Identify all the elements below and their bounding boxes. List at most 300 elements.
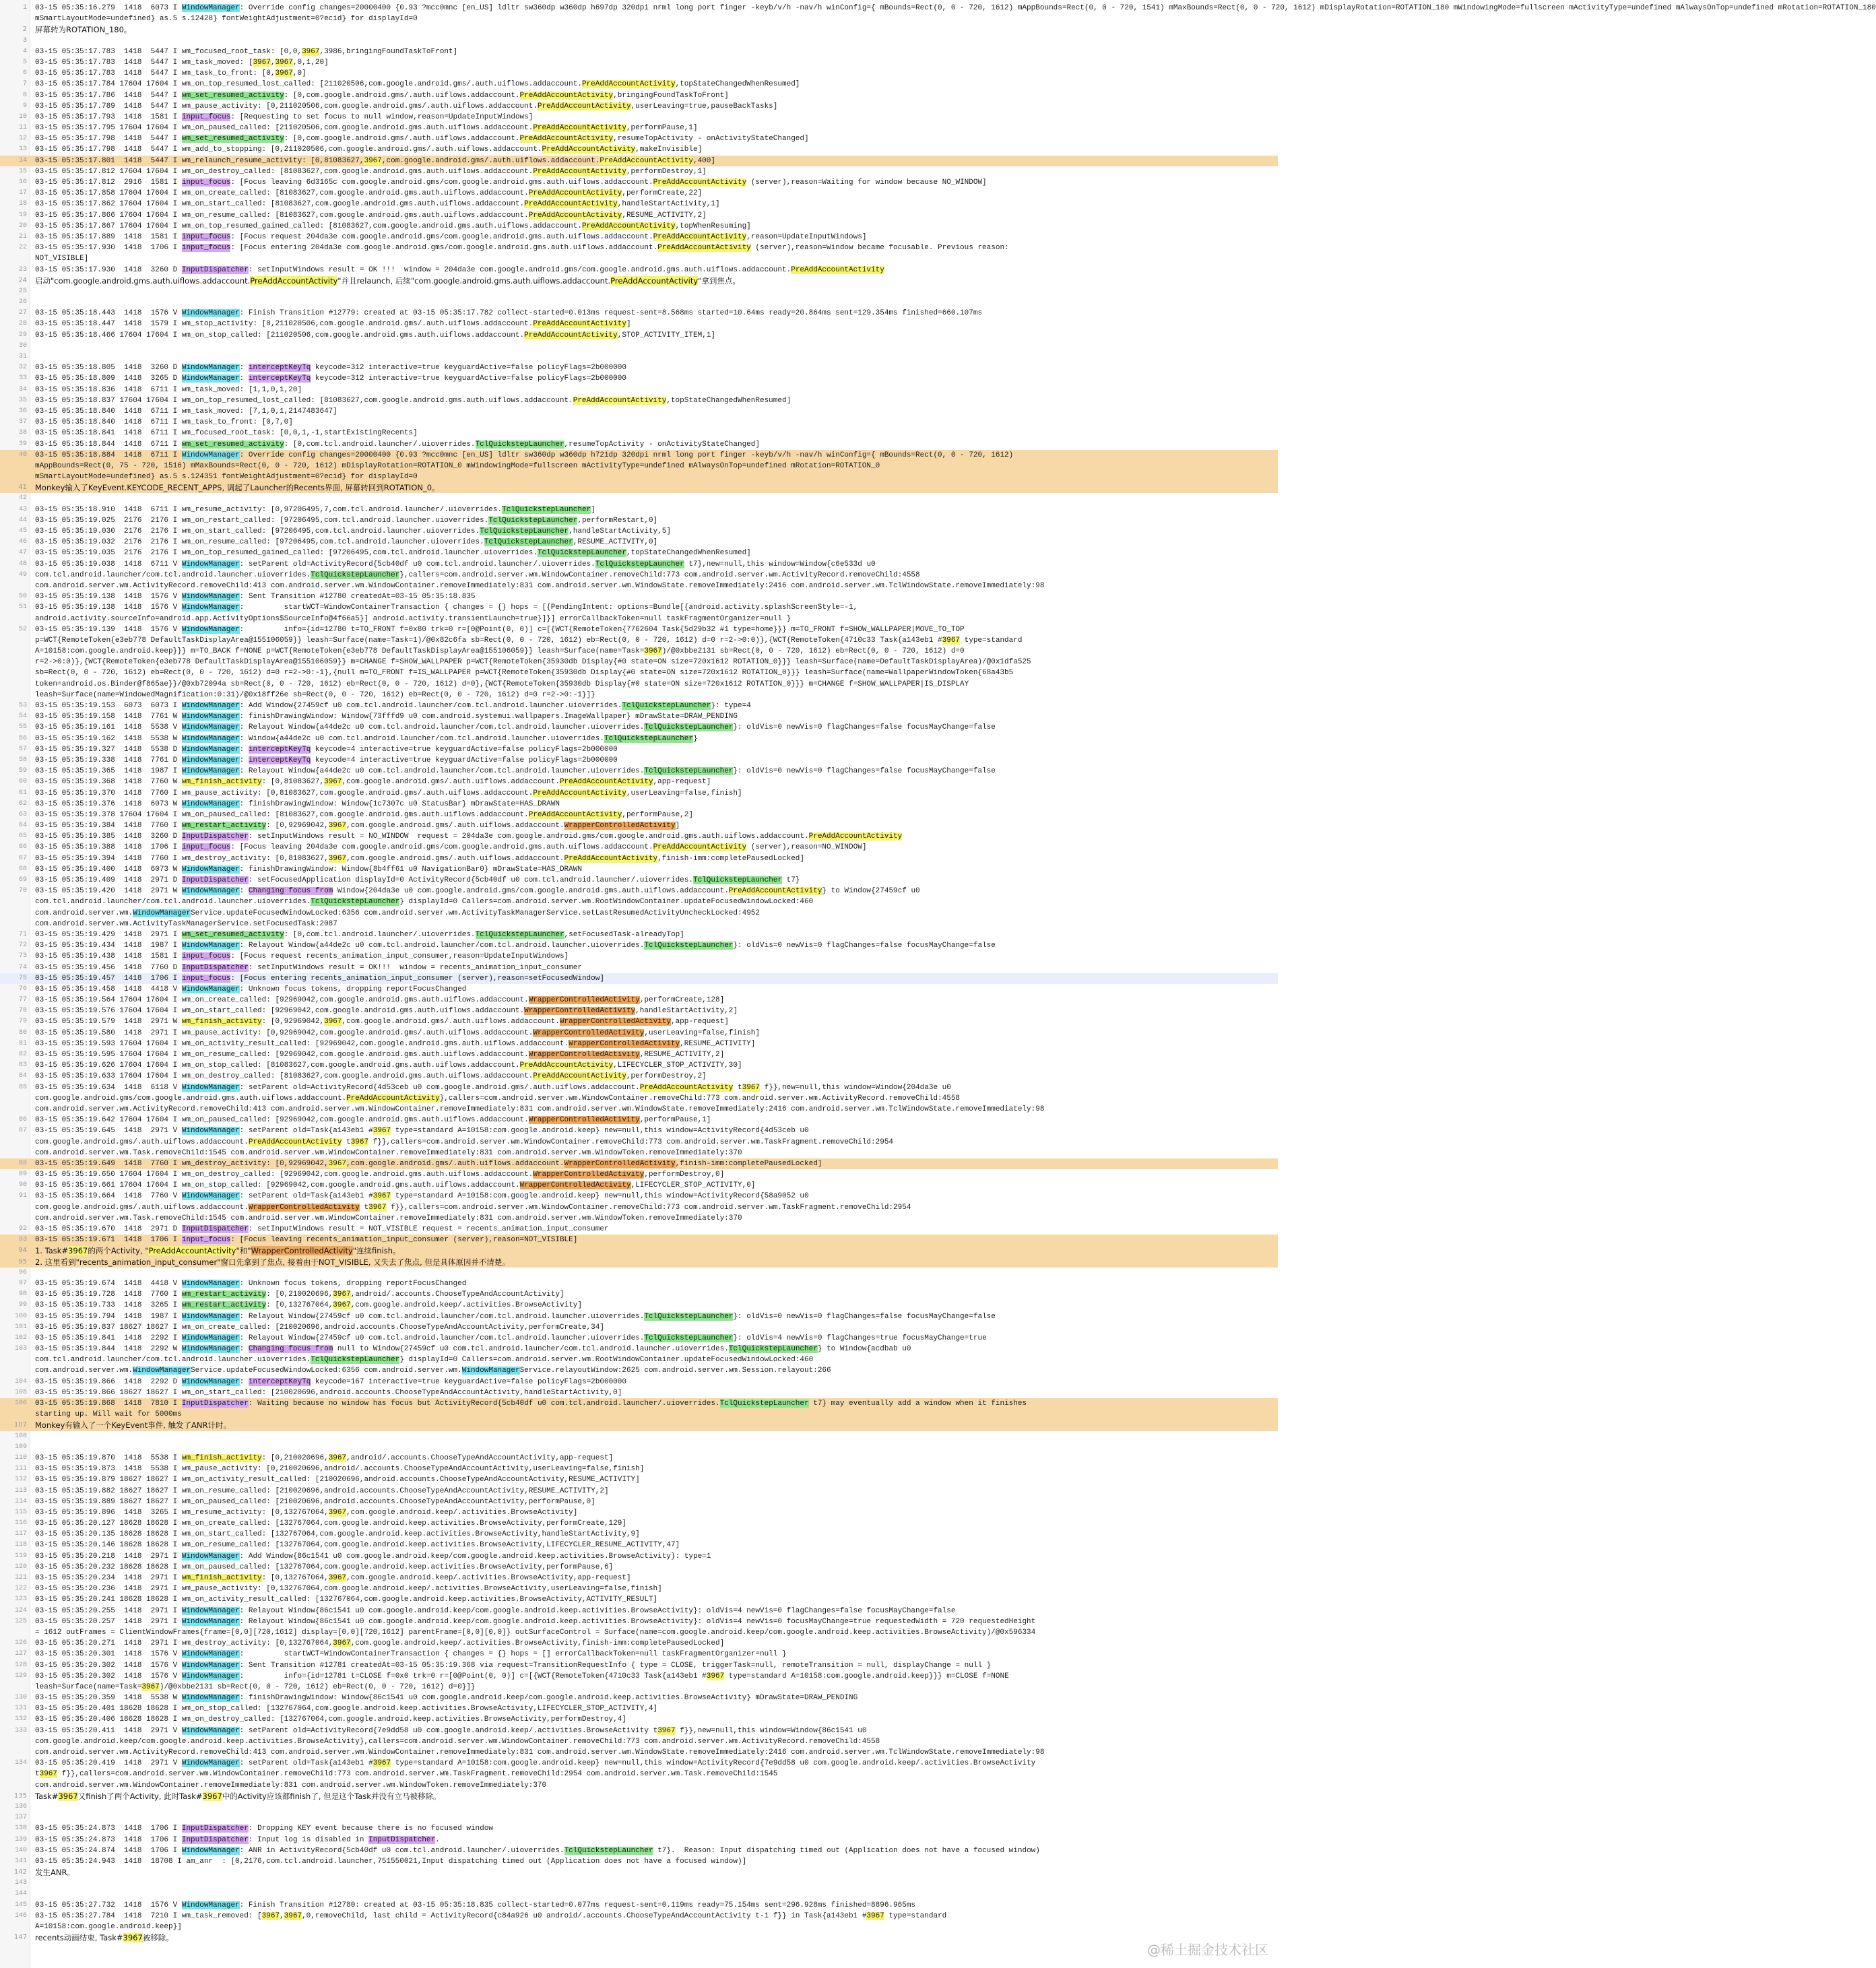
line-text: 03-15 05:35:19.882 18627 18627 I wm_on_resume_called: [210020696,android.accounts.ChooseTypeAndAccountActivity,RESUME_ACTIVITY,2] bbox=[35, 1486, 609, 1495]
highlight-green: wm_set_resumed_activity bbox=[181, 930, 284, 939]
line-text: 03-15 05:35:19.139 1418 1576 V WindowManager: info={id=12780 t=TO_FRONT f=0x80 trk=0 r=[0@Point(0, 0)] c=[{WCT{RemoteToken{7762604 Task{5d29b32 #1 type=home}}} m=TO_FRONT f=SHOW_WALLPAPER|MOVE_TO_TOP bbox=[35, 625, 965, 634]
log-line bbox=[0, 733, 1278, 744]
highlight-yellow: PreAddAccountActivity bbox=[653, 178, 747, 187]
highlight-cyan: WindowManager bbox=[181, 625, 240, 634]
log-line bbox=[0, 908, 1278, 919]
line-text: com.android.server.wm.Task.removeChild:1545 com.android.server.wm.WindowContainer.removeImmediately:831 com.android.server.wm.WindowToken.removeImmediately:370 bbox=[35, 1214, 742, 1222]
watermark: @稀土掘金技术社区 bbox=[1147, 1942, 1268, 1958]
highlight-green: wm_set_resumed_activity bbox=[181, 91, 284, 100]
highlight-yellow: 3967 bbox=[261, 1911, 280, 1920]
log-line bbox=[0, 101, 1278, 112]
log-line bbox=[0, 722, 1278, 733]
highlight-yellow: 3967 bbox=[333, 1290, 351, 1299]
line-text: 03-15 05:35:19.733 1418 3265 I wm_restart_activity: [0,132767064,3967,com.google.android.keep/.activities.BrowseActivity] bbox=[35, 1301, 582, 1310]
highlight-cyan: WindowManager bbox=[133, 909, 191, 917]
log-line bbox=[0, 352, 1278, 362]
line-number: 22 bbox=[18, 244, 27, 252]
line-number: 40 bbox=[18, 451, 27, 459]
highlight-yellow: PreAddAccountActivity bbox=[533, 320, 626, 329]
line-text: 03-15 05:35:18.841 1418 6711 I wm_focused_root_task: [0,0,1,-1,startExistingRecents] bbox=[35, 429, 418, 438]
line-text: 03-15 05:35:20.255 1418 2971 I WindowManager: Relayout Window{86c1541 u0 com.google.android.keep/com.google.android.keep.activities.BrowseActivity}: oldVis=4 newVis=0 flagChanges=false focusMayChange=false bbox=[35, 1606, 956, 1615]
line-text: 03-15 05:35:19.385 1418 3260 D InputDispatcher: setInputWindows result = NO_WINDOW request = 204da3e com.google.android.gms/com.google.android.gms.auth.uiflows.addaccount.PreAddAccountActivity bbox=[35, 832, 903, 841]
line-text: 03-15 05:35:17.930 1418 3260 D InputDispatcher: setInputWindows result = OK !!! window = 204da3e com.google.android.gms/com.google.android.gms.auth.uiflows.addaccount.PreAddAccountActivity bbox=[35, 265, 884, 274]
line-text: 03-15 05:35:20.302 1418 1576 V WindowManager: info={id=12781 t=CLOSE f=0x0 trk=0 r=[0@Point(0, 0)] c=[{WCT{RemoteToken{4710c33 Task{a143eb1 #3967 type=standard A=10158:com.google.android.keep}}} m=CLOSE f=NONE bbox=[35, 1672, 1009, 1680]
highlight-yellow: PreAddAccountActivity bbox=[533, 167, 626, 176]
line-number: 35 bbox=[18, 396, 27, 404]
line-text: 03-15 05:35:19.434 1418 1987 I WindowManager: Relayout Window{a44de2c u0 com.tcl.android.launcher/com.tcl.android.launcher.uioverrides.TclQuickstepLauncher}: oldVis=0 newVis=0 flagChanges=false focusMayChange=false bbox=[35, 942, 996, 950]
log-line bbox=[0, 330, 1278, 341]
log-line bbox=[0, 1322, 1278, 1333]
line-number: 74 bbox=[18, 963, 27, 971]
line-number: 145 bbox=[14, 1901, 27, 1909]
annotation-line bbox=[0, 1867, 1278, 1878]
highlight-yellow: PreAddAccountActivity bbox=[559, 778, 653, 787]
log-line bbox=[0, 864, 1278, 875]
line-text: com.google.android.gms/.auth.uiflows.addaccount.WrapperControlledActivity t3967 f}},callers=com.android.server.wm.WindowContainer.removeChild:773 com.android.server.wm.TaskFragment.removeChild:2954 bbox=[35, 1203, 911, 1212]
log-line bbox=[0, 896, 1278, 907]
highlight-yellow: 3967 bbox=[302, 47, 320, 56]
highlight-yellow: 3967 bbox=[275, 58, 293, 67]
line-text: 03-15 05:35:18.836 1418 6711 I wm_task_moved: [1,1,0,1,20] bbox=[35, 385, 302, 394]
log-line bbox=[0, 1071, 1278, 1082]
line-number: 66 bbox=[18, 843, 27, 851]
highlight-orange: WrapperControlledActivity bbox=[569, 1039, 680, 1048]
log-line bbox=[0, 428, 1278, 438]
highlight-yellow: 3967 bbox=[373, 1127, 391, 1136]
line-number: 127 bbox=[14, 1650, 27, 1658]
highlight-cyan: WindowManager bbox=[181, 593, 240, 601]
highlight-orange: WrapperControlledActivity bbox=[564, 1159, 676, 1168]
line-text: starting up. Will wait for 5000ms bbox=[35, 1410, 182, 1419]
highlight-yellow: PreAddAccountActivity bbox=[573, 396, 667, 405]
log-line bbox=[0, 984, 1278, 995]
line-text: 03-15 05:35:19.794 1418 1987 I WindowManager: Relayout Window{27459cf u0 com.tcl.android.launcher/com.tcl.android.launcher.uioverrides.TclQuickstepLauncher}: oldVis=0 newVis=0 flagChanges=false focusMayChange=false bbox=[35, 1312, 996, 1321]
line-number: 75 bbox=[18, 974, 27, 982]
highlight-yellow: PreAddAccountActivity bbox=[528, 189, 622, 198]
line-number: 56 bbox=[18, 734, 27, 742]
log-line bbox=[0, 79, 1278, 90]
line-text: 03-15 05:35:17.789 1418 5447 I wm_pause_activity: [0,211020506,com.google.android.gms/.auth.uiflows.addaccount.PreAddAccountActivity,userLeaving=true,pauseBackTasks] bbox=[35, 102, 778, 110]
line-number: 120 bbox=[14, 1563, 27, 1571]
log-line bbox=[0, 1726, 1278, 1736]
line-text: 03-15 05:35:17.862 17604 17604 I wm_on_start_called: [81083627,com.google.android.gms.auth.uiflows.addaccount.PreAddAccountActivity,handleStartActivity,1] bbox=[35, 200, 720, 209]
highlight-cyan: WindowManager bbox=[181, 756, 240, 764]
line-text: 03-15 05:35:19.409 1418 2971 D InputDispatcher: setFocusedApplication displayId=0 ActivityRecord{5cb40df u0 com.tcl.android.launcher/.uioverrides.TclQuickstepLauncher t7} bbox=[35, 876, 800, 884]
highlight-cyan: WindowManager bbox=[181, 1127, 240, 1136]
log-line bbox=[0, 1202, 1278, 1213]
log-line bbox=[0, 548, 1278, 558]
highlight-green: TclQuickstepLauncher bbox=[484, 538, 573, 547]
line-text: 启动"com.google.android.gms.auth.uiflows.addaccount.PreAddAccountActivity"并且relaunch, 后续"com.google.android.gms.auth.uiflows.addaccount.PreAddAccountActivity"拿到焦点。 bbox=[35, 275, 740, 286]
highlight-yellow: 3967 bbox=[657, 1726, 676, 1735]
highlight-yellow: 3967 bbox=[328, 854, 347, 863]
line-text: 03-15 05:35:19.153 6073 6073 I WindowManager: Add Window{27459cf u0 com.tcl.android.launcher/com.tcl.android.launcher.uioverrides.TclQuickstepLauncher}: type=4 bbox=[35, 702, 751, 710]
line-number: 115 bbox=[14, 1508, 27, 1516]
line-text: 03-15 05:35:17.783 1418 5447 I wm_task_to_front: [0,3967,0] bbox=[35, 69, 306, 78]
line-number: 49 bbox=[18, 570, 27, 579]
line-text: 03-15 05:35:19.841 1418 2292 I WindowManager: Relayout Window{27459cf u0 com.tcl.android.launcher/com.tcl.android.launcher.uioverrides.TclQuickstepLauncher}: oldVis=4 newVis=0 flagChanges=true focusMayChange=true bbox=[35, 1334, 987, 1342]
log-line bbox=[0, 3, 1876, 13]
line-text: mSmartLayoutMode=undefined} as.5 s.124351 fontWeightAdjustment=0?ecid} for displayId=0 bbox=[35, 473, 418, 482]
line-text: recents动画结束, Task#3967被移除。 bbox=[35, 1933, 174, 1943]
log-line bbox=[0, 1562, 1278, 1573]
log-line bbox=[0, 559, 1278, 570]
highlight-purple: input_focus bbox=[181, 244, 231, 253]
line-text: 03-15 05:35:19.866 18627 18627 I wm_on_start_called: [210020696,android.accounts.ChooseTypeAndAccountActivity,handleStartActivity,0] bbox=[35, 1388, 622, 1397]
log-line bbox=[0, 1911, 1278, 1922]
line-text: 03-15 05:35:17.889 1418 1581 I input_focus: [Focus request 204da3e com.google.android.gms/com.google.android.gms.auth.uiflows.addaccount.PreAddAccountActivity,reason=UpdateInputWindows] bbox=[35, 232, 867, 241]
highlight-yellow: PreAddAccountActivity bbox=[791, 265, 884, 274]
annotation-line bbox=[0, 1791, 1278, 1802]
log-line bbox=[0, 1180, 1278, 1191]
log-line bbox=[0, 667, 1278, 678]
line-number: 33 bbox=[18, 374, 27, 383]
line-number: 141 bbox=[14, 1857, 27, 1865]
line-text: 03-15 05:35:19.370 1418 7760 I wm_pause_activity: [0,81083627,com.google.android.gms/.auth.uiflows.addaccount.PreAddAccountActivity,userLeaving=false,finish] bbox=[35, 789, 742, 797]
line-text: 03-15 05:35:19.873 1418 5538 I wm_pause_activity: [0,210020696,android/.accounts.ChooseTypeAndAccountActivity,userLeaving=false,finish] bbox=[35, 1465, 645, 1474]
line-text: 03-15 05:35:19.649 1418 7760 I wm_destroy_activity: [0,92969042,3967,com.google.android.gms/.auth.uiflows.addaccount.WrapperControlledActivity,finish-imm:completePausedLocked] bbox=[35, 1159, 822, 1168]
highlight-green: TclQuickstepLauncher bbox=[311, 898, 400, 907]
highlight-green: wm_set_resumed_activity bbox=[181, 440, 284, 449]
highlight-green: TclQuickstepLauncher bbox=[604, 734, 693, 743]
line-text: 03-15 05:35:20.234 1418 2971 I wm_finish_activity: [0,132767064,3967,com.google.android.keep/.activities.BrowseActivity,app-request] bbox=[35, 1574, 631, 1582]
highlight-purple: interceptKeyTq bbox=[248, 1377, 311, 1386]
line-text: 03-15 05:35:19.384 1418 7760 I wm_restart_activity: [0,92969042,3967,com.google.android.gms/.auth.uiflows.addaccount.WrapperControlledActivity] bbox=[35, 822, 680, 830]
highlight-yellow: PreAddAccountActivity bbox=[581, 80, 676, 89]
log-line bbox=[0, 1497, 1278, 1507]
highlight-cyan: WindowManager bbox=[181, 4, 240, 12]
log-line bbox=[0, 144, 1278, 155]
line-text: 03-15 05:35:18.884 1418 6711 I WindowManager: Override config changes=20000400 {0.93 ?mcc0mnc [en_US] ldltr sw360dp w360dp h721dp 320dpi nrml long port finger -keyb/v/h -nav/h winConfig={ mBounds=Rect(0, 0 - 720, 1612) bbox=[35, 451, 1014, 459]
highlight-yellow: PreAddAccountActivity bbox=[524, 331, 618, 339]
log-line bbox=[0, 395, 1278, 406]
line-number: 113 bbox=[14, 1486, 27, 1495]
line-number: 93 bbox=[18, 1236, 27, 1244]
log-line bbox=[0, 123, 1278, 133]
highlight-yellow: 3967 bbox=[368, 1203, 387, 1212]
line-text: com.android.server.wm.WindowContainer.removeImmediately:831 com.android.server.wm.WindowToken.removeImmediately:370 bbox=[35, 1781, 547, 1790]
highlight-cyan: WindowManager bbox=[133, 1367, 191, 1375]
log-line bbox=[0, 1540, 1278, 1550]
line-number: 37 bbox=[18, 418, 27, 426]
line-number: 20 bbox=[18, 222, 27, 230]
log-line bbox=[0, 1333, 1278, 1344]
line-number: 97 bbox=[18, 1279, 27, 1287]
log-line bbox=[0, 439, 1278, 450]
line-text: 03-15 05:35:19.645 1418 2971 V WindowManager: setParent old=Task{a143eb1 #3967 type=standard A=10158:com.google.android.keep} new=null,this window=ActivityRecord{4d53ceb u0 bbox=[35, 1127, 809, 1136]
line-number: 98 bbox=[18, 1290, 27, 1299]
highlight-purple: InputDispatcher bbox=[181, 1835, 249, 1844]
log-line bbox=[0, 210, 1278, 221]
log-line bbox=[0, 1889, 1278, 1899]
line-text: 03-15 05:35:19.400 1418 6073 W WindowManager: finishDrawingWindow: Window{8b4ff61 u0 NavigationBar0} mDrawState=HAS_DRAWN bbox=[35, 865, 582, 874]
line-number: 44 bbox=[18, 516, 27, 524]
log-line bbox=[0, 515, 1278, 526]
highlight-green: TclQuickstepLauncher bbox=[644, 1334, 734, 1342]
line-text: 03-15 05:35:19.378 17604 17604 I wm_on_paused_called: [81083627,com.google.android.gms.auth.uiflows.addaccount.PreAddAccountActivity,performPause,2] bbox=[35, 810, 693, 819]
log-line bbox=[0, 1409, 1278, 1420]
highlight-orange: WrapperControlledActivity bbox=[519, 1181, 631, 1190]
log-line bbox=[0, 112, 1278, 123]
highlight-yellow: PreAddAccountActivity bbox=[537, 102, 631, 110]
highlight-cyan: WindowManager bbox=[181, 309, 240, 318]
log-line bbox=[0, 1278, 1278, 1289]
line-number: 43 bbox=[18, 505, 27, 513]
log-line bbox=[0, 1006, 1278, 1016]
log-line bbox=[0, 1268, 1278, 1278]
line-number: 1 bbox=[22, 4, 27, 11]
log-line bbox=[0, 1758, 1278, 1769]
line-text: com.google.android.gms/com.google.android.gms.auth.uiflows.addaccount.PreAddAccountActivity},callers=com.android.server.wm.WindowContainer.removeChild:773 com.android.server.wm.ActivityRecord.removeChild:4558 bbox=[35, 1094, 961, 1103]
highlight-yellow: 3967 bbox=[328, 1508, 347, 1517]
line-number: 90 bbox=[18, 1181, 27, 1189]
log-line bbox=[0, 297, 1278, 308]
line-text: mSmartLayoutMode=undefined} as.5 s.12428} fontWeightAdjustment=0?ecid} for displayId=0 bbox=[35, 15, 418, 24]
highlight-cyan: WindowManager bbox=[181, 374, 240, 383]
line-text: 03-15 05:35:18.443 1418 1576 V WindowManager: Finish Transition #12779: created at 03-15 05:35:17.782 collect-started=0.013ms request-sent=8.568ms started=10.64ms ready=20.864ms sent=129.354ms finished=660.107ms bbox=[35, 309, 983, 318]
highlight-cyan: WindowManager bbox=[181, 723, 240, 732]
log-line bbox=[0, 1703, 1278, 1714]
highlight-yellow: 3967 bbox=[328, 1159, 347, 1168]
log-line bbox=[0, 1649, 1278, 1660]
highlight-cyan: WindowManager bbox=[181, 1759, 240, 1768]
line-text: 03-15 05:35:18.840 1418 6711 I wm_task_to_front: [0,7,0] bbox=[35, 418, 293, 427]
line-text: Task#3967又finish了两个Activity, 此时Task#3967中的Activity应该都finish了, 但是这个Task并没有立马被移除。 bbox=[35, 1791, 441, 1801]
highlight-cyan: WindowManager bbox=[181, 887, 240, 896]
highlight-cyan: WindowManager bbox=[181, 713, 240, 721]
line-text: 03-15 05:35:18.840 1418 6711 I wm_task_moved: [7,1,0,1,2147483647] bbox=[35, 407, 337, 416]
line-text: 03-15 05:35:18.805 1418 3260 D WindowManager: interceptKeyTq keycode=312 interactive=true keyguardActive=false policyFlags=2b000000 bbox=[35, 364, 626, 372]
highlight-purple: interceptKeyTq bbox=[248, 756, 311, 764]
log-line bbox=[0, 1682, 1278, 1693]
line-text: 03-15 05:35:19.161 1418 5538 V WindowManager: Relayout Window{a44de2c u0 com.tcl.android.launcher/com.tcl.android.launcher.uioverrides.TclQuickstepLauncher}: oldVis=0 newVis=0 flagChanges=false focusMayChange=false bbox=[35, 723, 996, 732]
line-text: A=10158:com.google.android.keep}}} m=TO_BACK f=NONE p=WCT{RemoteToken{e3eb778 DefaultTaskDisplayArea@155106059}} leash=Surface(name=Task=3967)/@0xbbe2131 sb=Rect(0, 0 - 720, 1612) eb=Rect(0, 0 - 720, 1612) d=0 bbox=[35, 647, 965, 656]
line-text: 03-15 05:35:19.576 17604 17604 I wm_on_start_called: [92969042,com.google.android.gms.auth.uiflows.addaccount.WrapperControlledActivity,handleStartActivity,2] bbox=[35, 1007, 738, 1016]
line-number: 76 bbox=[18, 985, 27, 993]
line-text: 03-15 05:35:19.429 1418 2971 I wm_set_resumed_activity: [0,com.tcl.android.launcher/.uioverrides.TclQuickstepLauncher,setFocusedTask-alreadyTop] bbox=[35, 930, 684, 939]
log-line bbox=[0, 962, 1278, 973]
highlight-yellow: PreAddAccountActivity bbox=[528, 810, 622, 819]
line-text: 03-15 05:35:19.664 1418 7760 V WindowManager: setParent old=Task{a143eb1 #3967 type=standard A=10158:com.google.android.keep} new=null,this window=ActivityRecord{58a9052 u0 bbox=[35, 1192, 809, 1201]
log-line bbox=[0, 221, 1278, 232]
line-number: 24 bbox=[18, 276, 27, 284]
line-number: 70 bbox=[18, 887, 27, 895]
line-number: 125 bbox=[14, 1617, 27, 1625]
line-number: 94 bbox=[18, 1247, 27, 1255]
line-text: com.tcl.android.launcher/com.tcl.android.launcher.uioverrides.TclQuickstepLauncher} displayId=0 Callers=com.android.server.wm.RootWindowContainer.updateFocusedWindowLocked:460 bbox=[35, 898, 814, 907]
highlight-purple: Changing focus from bbox=[248, 1345, 333, 1354]
line-number: 86 bbox=[18, 1116, 27, 1124]
log-line bbox=[0, 1148, 1278, 1158]
line-text: 03-15 05:35:24.873 1418 1706 I InputDispatcher: Dropping KEY event because there is no focused window bbox=[35, 1825, 493, 1833]
line-number: 61 bbox=[18, 789, 27, 797]
highlight-orange: WrapperControlledActivity bbox=[524, 1007, 636, 1016]
highlight-yellow: PreAddAccountActivity bbox=[346, 1094, 440, 1103]
line-text: 03-15 05:35:19.376 1418 6073 W WindowManager: finishDrawingWindow: Window{1c7307c u0 StatusBar} mDrawState=HAS_DRAWN bbox=[35, 799, 560, 808]
highlight-green: TclQuickstepLauncher bbox=[475, 440, 564, 449]
log-line bbox=[0, 1802, 1278, 1812]
highlight-purple: input_focus bbox=[181, 112, 231, 121]
line-text: 03-15 05:35:19.844 1418 2292 W WindowManager: Changing focus from null to Window{27459cf u0 com.tcl.android.launcher/com.tcl.android.launcher.uioverrides.TclQuickstepLauncher} to Window{acdbab u0 bbox=[35, 1345, 911, 1354]
log-line bbox=[0, 820, 1278, 831]
line-number: 13 bbox=[18, 145, 27, 154]
highlight-yellow: 3967 bbox=[333, 1301, 351, 1310]
log-line bbox=[0, 319, 1278, 329]
highlight-yellow: 3967 bbox=[123, 1933, 143, 1943]
line-text: 03-15 05:35:18.447 1418 1579 I wm_stop_activity: [0,211020506,com.google.android.gms/.auth.uiflows.addaccount.PreAddAccountActivity] bbox=[35, 320, 631, 329]
log-line bbox=[0, 1835, 1278, 1845]
log-line bbox=[0, 1235, 1278, 1245]
log-line bbox=[0, 755, 1278, 766]
highlight-yellow: PreAddAccountActivity bbox=[808, 832, 903, 841]
highlight-purple: InputDispatcher bbox=[181, 876, 249, 884]
line-number: 87 bbox=[18, 1127, 27, 1135]
highlight-yellow: PreAddAccountActivity bbox=[528, 211, 622, 220]
line-text: 03-15 05:35:20.301 1418 1576 V WindowManager: startWCT=WindowContainerTransaction { changes = {} hops = [] errorCallbackToken=null taskFragmentOrganizer=null } bbox=[35, 1650, 787, 1659]
line-text: 03-15 05:35:19.670 1418 2971 D InputDispatcher: setInputWindows result = NOT_VISIBLE request = recents_animation_input_consumer bbox=[35, 1225, 609, 1233]
line-text: com.tcl.android.launcher/com.tcl.android.launcher.uioverrides.TclQuickstepLauncher},callers=com.android.server.wm.WindowContainer.removeChild:773 com.android.server.wm.ActivityRecord.removeChild:4558 bbox=[35, 570, 920, 579]
line-text: 03-15 05:35:17.783 1418 5447 I wm_focused_root_task: [0,0,3967,3986,bringingFoundTaskToFront] bbox=[35, 47, 458, 56]
line-text: = 1612 outFrames = ClientWindowFrames{frame=[0,0][720,1612] display=[0,0][720,1612] parentFrame=[0,0][0,0]} outSurfaceControl = Surface(name=com.google.android.keep/com.google.android.keep.activities.BrowseActivity)/@0x596334 bbox=[35, 1628, 1036, 1637]
log-line bbox=[0, 766, 1278, 777]
highlight-yellow: 3967 bbox=[350, 1138, 369, 1146]
line-number: 28 bbox=[18, 320, 27, 328]
line-text: 03-15 05:35:17.798 1418 5447 I wm_set_resumed_activity: [0,com.google.android.gms/.auth.uiflows.addaccount.PreAddAccountActivity,resumeTopActivity - onActivityStateChanged] bbox=[35, 135, 809, 143]
line-text: 03-15 05:35:18.910 1418 6711 I wm_resume_activity: [0,97206495,7,com.tcl.android.launcher/.uioverrides.TclQuickstepLauncher] bbox=[35, 505, 595, 514]
highlight-yellow: PreAddAccountActivity bbox=[600, 156, 693, 165]
line-text: 03-15 05:35:16.279 1418 6073 I WindowManager: Override config changes=20000400 {0.93 ?mcc0mnc [en_US] ldltr sw360dp w360dp h697dp 320dpi nrml long port finger -keyb/v/h -nav/h winConfig={ mBounds=Rect(0, 0 - 720, 1612) mAppBounds=Rect(0, 0 - 720, 1541) mMaxBounds=Rect(0, 0 - 720, 1612) mDisplayRotation=ROTATION_180 mWindowingMode=fullscreen mActivityType=undefined mAlwaysOnTop=undefined mRotation=ROTATION_180 bbox=[35, 4, 1876, 12]
line-text: 03-15 05:35:19.595 17604 17604 I wm_on_resume_called: [92969042,com.google.android.gms.auth.uiflows.addaccount.WrapperControlledActivity,RESUME_ACTIVITY,2] bbox=[35, 1051, 725, 1059]
line-number: 31 bbox=[18, 353, 27, 360]
line-text: 03-15 05:35:19.580 1418 2971 I wm_pause_activity: [0,92969042,com.google.android.gms/.auth.uiflows.addaccount.WrapperControlledActivity,userLeaving=false,finish] bbox=[35, 1028, 760, 1037]
highlight-purple: input_focus bbox=[181, 974, 231, 983]
highlight-cyan: WindowManager bbox=[181, 1279, 240, 1288]
log-line bbox=[0, 1518, 1278, 1529]
highlight-green: TclQuickstepLauncher bbox=[719, 1400, 809, 1408]
highlight-cyan: WindowManager bbox=[181, 451, 240, 459]
log-line bbox=[0, 886, 1278, 896]
line-number: 25 bbox=[18, 287, 27, 295]
log-line bbox=[0, 199, 1278, 209]
line-number: 121 bbox=[14, 1574, 27, 1581]
line-number: 46 bbox=[18, 538, 27, 546]
highlight-yellow: 3967 bbox=[58, 1791, 78, 1801]
line-text: 03-15 05:35:19.879 18627 18627 I wm_on_activity_result_called: [210020696,android.accounts.ChooseTypeAndAccountActivity,RESUME_ACTIVITY] bbox=[35, 1476, 640, 1484]
log-line bbox=[0, 875, 1278, 886]
line-number: 5 bbox=[22, 58, 27, 66]
line-number: 16 bbox=[18, 178, 27, 186]
line-number: 136 bbox=[14, 1802, 27, 1810]
line-number: 57 bbox=[18, 745, 27, 753]
line-text: 03-15 05:35:19.438 1418 1581 I input_focus: [Focus request recents_animation_input_consumer,reason=UpdateInputWindows] bbox=[35, 952, 569, 961]
highlight-green: TclQuickstepLauncher bbox=[644, 767, 734, 776]
log-line bbox=[0, 417, 1278, 428]
line-number: 29 bbox=[18, 331, 27, 339]
line-number: 114 bbox=[14, 1497, 27, 1505]
line-number: 81 bbox=[18, 1039, 27, 1047]
highlight-yellow: 3967 bbox=[68, 1246, 88, 1256]
highlight-purple: InputDispatcher bbox=[368, 1835, 436, 1844]
highlight-cyan: WindowManager bbox=[181, 702, 240, 710]
line-text: 03-15 05:35:19.837 18627 18627 I wm_on_create_called: [210020696,android.accounts.ChooseTypeAndAccountActivity,performCreate,34] bbox=[35, 1323, 604, 1332]
highlight-green: TclQuickstepLauncher bbox=[622, 702, 711, 710]
line-text: 03-15 05:35:19.030 2176 2176 I wm_on_start_called: [97206495,com.tcl.android.launcher.uioverrides.TclQuickstepLauncher,handleStartActivity,5] bbox=[35, 527, 671, 535]
line-text: 03-15 05:35:19.388 1418 1706 I input_focus: [Focus leaving 204da3e com.google.android.gms/com.google.android.gms.auth.uiflows.addaccount.PreAddAccountActivity (server),reason=NO_WINDOW] bbox=[35, 843, 867, 852]
highlight-yellow: wm_finish_activity bbox=[181, 1018, 262, 1026]
line-number: 11 bbox=[18, 124, 27, 132]
highlight-cyan: WindowManager bbox=[181, 1192, 240, 1201]
highlight-cyan: WindowManager bbox=[181, 603, 240, 612]
line-text: 03-15 05:35:17.798 1418 5447 I wm_add_to_stopping: [0,211020506,com.google.android.gms/.auth.uiflows.addaccount.PreAddAccountActivity,makeInvisible] bbox=[35, 145, 703, 154]
highlight-yellow: PreAddAccountActivity bbox=[533, 124, 626, 133]
log-line bbox=[0, 1213, 1278, 1224]
line-text: 03-15 05:35:19.138 1418 1576 V WindowManager: Sent Transition #12780 createdAt=03-15 05:35:18.835 bbox=[35, 593, 476, 601]
highlight-orange: WrapperControlledActivity bbox=[528, 996, 640, 1005]
annotation-line bbox=[0, 24, 1278, 35]
log-line bbox=[0, 1616, 1278, 1627]
line-text: A=10158:com.google.android.keep}] bbox=[35, 1923, 182, 1931]
line-text: 03-15 05:35:19.327 1418 5538 D WindowManager: interceptKeyTq keycode=4 interactive=true keyguardActive=false policyFlags=2b000000 bbox=[35, 745, 618, 754]
log-line bbox=[0, 1660, 1278, 1671]
log-line bbox=[0, 831, 1278, 842]
highlight-yellow: PreAddAccountActivity bbox=[148, 1246, 236, 1256]
highlight-purple: interceptKeyTq bbox=[248, 364, 311, 372]
line-number: 21 bbox=[18, 232, 27, 240]
highlight-yellow: 3967 bbox=[364, 156, 382, 165]
highlight-cyan: WindowManager bbox=[181, 1377, 240, 1386]
line-text: 03-15 05:35:17.858 17604 17604 I wm_on_create_called: [81083627,com.google.android.gms.auth.uiflows.addaccount.PreAddAccountActivity,performCreate,22] bbox=[35, 189, 703, 198]
log-line bbox=[0, 373, 1278, 384]
highlight-yellow: 3967 bbox=[324, 778, 342, 787]
line-number: 82 bbox=[18, 1051, 27, 1058]
line-text: 03-15 05:35:20.135 18628 18628 I wm_on_start_called: [132767064,com.google.android.keep.activities.BrowseActivity,handleStartActivity,9] bbox=[35, 1530, 640, 1539]
highlight-purple: interceptKeyTq bbox=[248, 374, 311, 383]
highlight-purple: InputDispatcher bbox=[181, 832, 249, 841]
highlight-yellow: 3967 bbox=[742, 1083, 761, 1092]
line-number: 27 bbox=[18, 309, 27, 317]
highlight-yellow: 3967 bbox=[942, 636, 961, 645]
line-text: 03-15 05:35:19.896 1418 3265 I wm_resume_activity: [0,132767064,3967,com.google.android.keep/.activities.BrowseActivity] bbox=[35, 1508, 578, 1517]
line-number: 124 bbox=[14, 1606, 27, 1614]
line-text: 03-15 05:35:19.866 1418 2292 D WindowManager: interceptKeyTq keycode=167 interactive=true keyguardActive=false policyFlags=2b000000 bbox=[35, 1377, 626, 1386]
line-text: 03-15 05:35:19.870 1418 5538 I wm_finish_activity: [0,210020696,3967,android/.accounts.ChooseTypeAndAccountActivity,app-request] bbox=[35, 1453, 614, 1462]
line-number: 36 bbox=[18, 407, 27, 415]
line-text: 03-15 05:35:19.032 2176 2176 I wm_on_resume_called: [97206495,com.tcl.android.launcher.uioverrides.TclQuickstepLauncher,RESUME_ACTIVITY,0] bbox=[35, 538, 658, 547]
line-text: 03-15 05:35:20.406 18628 18628 I wm_on_destroy_called: [132767064,com.google.android.keep.activities.BrowseActivity,performDestroy,4] bbox=[35, 1715, 626, 1724]
log-line bbox=[0, 166, 1278, 177]
log-line bbox=[0, 1900, 1278, 1911]
log-line bbox=[0, 450, 1278, 461]
log-line bbox=[0, 504, 1278, 515]
log-line bbox=[0, 1464, 1278, 1474]
log-line bbox=[0, 471, 1278, 482]
log-line bbox=[0, 690, 1278, 700]
line-number: 38 bbox=[18, 429, 27, 437]
highlight-yellow: 3967 bbox=[284, 1911, 302, 1920]
line-number: 6 bbox=[22, 69, 27, 77]
line-number: 73 bbox=[18, 952, 27, 960]
log-line bbox=[0, 1431, 1278, 1442]
log-line bbox=[0, 1606, 1278, 1616]
line-number: 79 bbox=[18, 1018, 27, 1026]
log-line bbox=[0, 919, 1278, 929]
line-number: 65 bbox=[18, 832, 27, 841]
line-text: r=2->0:0)},{WCT{RemoteToken{e3eb778 DefaultTaskDisplayArea@155106059}} m=CHANGE f=SHOW_WALLPAPER p=WCT{RemoteToken{35930db Display{#0 state=ON size=720x1612 ROTATION_0}}} leash=Surface(name=DefaultTaskDisplayArea)/@0x1dfa525 bbox=[35, 658, 1031, 667]
log-line bbox=[0, 1115, 1278, 1125]
line-number: 107 bbox=[13, 1421, 27, 1429]
highlight-yellow: 3967 bbox=[328, 1453, 347, 1462]
line-text: mAppBounds=Rect(0, 75 - 720, 1516) mMaxBounds=Rect(0, 0 - 720, 1612) mDisplayRotation=ROTATION_0 mWindowingMode=fullscreen mActivityType=undefined mAlwaysOnTop=undefined mRotation=ROTATION_0 bbox=[35, 461, 880, 470]
